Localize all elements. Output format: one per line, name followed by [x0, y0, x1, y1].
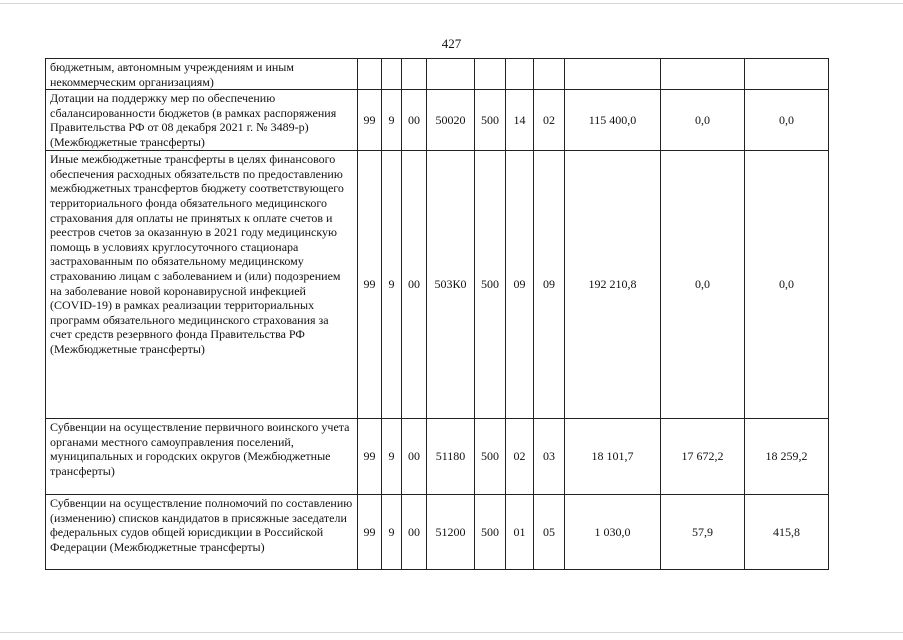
amount-cell: 0,0	[661, 90, 745, 151]
code-cell	[358, 59, 382, 90]
code-cell: 00	[402, 495, 427, 570]
code-cell: 99	[358, 151, 382, 419]
expense-name-cell: бюджетным, автономным учреждениям и иным некоммерческим организациям)	[46, 59, 358, 90]
code-cell	[534, 59, 565, 90]
code-cell: 02	[534, 90, 565, 151]
code-cell: 99	[358, 419, 382, 495]
code-cell	[382, 59, 402, 90]
code-cell	[402, 59, 427, 90]
code-cell: 14	[506, 90, 534, 151]
amount-cell: 0,0	[745, 151, 829, 419]
code-cell	[475, 59, 506, 90]
table-row	[46, 90, 829, 151]
code-cell: 99	[358, 90, 382, 151]
code-cell: 99	[358, 495, 382, 570]
code-cell: 9	[382, 419, 402, 495]
code-cell: 500	[475, 151, 506, 419]
scan-edge-top	[0, 3, 903, 4]
code-cell: 50020	[427, 90, 475, 151]
code-cell: 09	[506, 151, 534, 419]
amount-cell	[565, 59, 661, 90]
amount-cell: 18 259,2	[745, 419, 829, 495]
code-cell: 51200	[427, 495, 475, 570]
code-cell: 01	[506, 495, 534, 570]
amount-cell: 192 210,8	[565, 151, 661, 419]
code-cell: 09	[534, 151, 565, 419]
amount-cell	[661, 59, 745, 90]
code-cell: 500	[475, 419, 506, 495]
amount-cell: 17 672,2	[661, 419, 745, 495]
amount-cell: 0,0	[745, 90, 829, 151]
expense-name-cell: Субвенции на осуществление полномочий по составлению (изменению) списков кандидатов в присяжные заседатели федеральных судов общей юрисдикции в Российской Федерации (Межбюджетные трансферты)	[46, 495, 358, 570]
page-number: 427	[441, 36, 462, 51]
budget-table	[45, 58, 829, 570]
code-cell: 500	[475, 90, 506, 151]
expense-name-cell: Иные межбюджетные трансферты в целях финансового обеспечения расходных обязательств по предоставлению межбюджетных трансфертов бюджету соответствующего территориального фонда обязательного медицинского страхования для оплаты не принятых к оплате счетов и реестров счетов за оказанную в 2021 году медицинскую помощь в условиях круглосуточного стационара застрахованным по обязательному медицинскому страхованию лицам с заболеванием и (или) подозрением на заболевание новой коронавирусной инфекцией (COVID-19) в рамках реализации территориальных программ обязательного медицинского страхования за счет средств резервного фонда Правительства РФ (Межбюджетные трансферты)	[46, 151, 358, 419]
code-cell: 03	[534, 419, 565, 495]
amount-cell: 0,0	[661, 151, 745, 419]
code-cell	[506, 59, 534, 90]
amount-cell: 57,9	[661, 495, 745, 570]
code-cell: 00	[402, 90, 427, 151]
code-cell: 02	[506, 419, 534, 495]
code-cell: 00	[402, 151, 427, 419]
expense-name-cell: Субвенции на осуществление первичного воинского учета органами местного самоуправления поселений, муниципальных и городских округов (Межбюджетные трансферты)	[46, 419, 358, 495]
code-cell: 05	[534, 495, 565, 570]
table-row	[46, 59, 829, 90]
code-cell: 500	[475, 495, 506, 570]
amount-cell	[745, 59, 829, 90]
amount-cell: 18 101,7	[565, 419, 661, 495]
scan-edge-bottom	[0, 632, 903, 633]
amount-cell: 1 030,0	[565, 495, 661, 570]
code-cell: 503К0	[427, 151, 475, 419]
table-row	[46, 419, 829, 495]
code-cell: 9	[382, 495, 402, 570]
amount-cell: 415,8	[745, 495, 829, 570]
code-cell: 9	[382, 90, 402, 151]
table-row	[46, 151, 829, 419]
expense-name-cell: Дотации на поддержку мер по обеспечению сбалансированности бюджетов (в рамках распоряжения Правительства РФ от 08 декабря 2021 г. № 3489-р) (Межбюджетные трансферты)	[46, 90, 358, 151]
code-cell: 00	[402, 419, 427, 495]
code-cell	[427, 59, 475, 90]
table-row	[46, 495, 829, 570]
code-cell: 51180	[427, 419, 475, 495]
amount-cell: 115 400,0	[565, 90, 661, 151]
code-cell: 9	[382, 151, 402, 419]
